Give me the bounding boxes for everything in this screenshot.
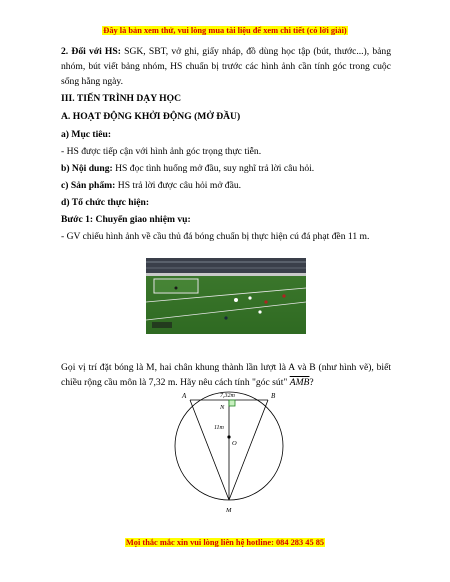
point-m-label: M bbox=[226, 507, 232, 514]
lesson-content bbox=[61, 44, 391, 244]
organization-label: d) Tổ chức thực hiện: bbox=[61, 197, 150, 208]
point-b-label: B bbox=[271, 392, 276, 400]
goal-text: - HS được tiếp cận với hình ảnh góc trọng thực tiễn. bbox=[61, 146, 262, 157]
bottom-banner: Mọi thắc mắc xin vui lòng liên hệ hotline: 084 283 45 85 bbox=[125, 538, 325, 547]
content-label: b) Nội dung: bbox=[61, 163, 113, 174]
materials-label: 2. Đối với HS: bbox=[61, 46, 121, 57]
content-text: HS đọc tình huống mở đầu, suy nghĩ trả lời câu hỏi. bbox=[112, 163, 315, 174]
goal-label: a) Mục tiêu: bbox=[61, 129, 112, 140]
question-end: ? bbox=[309, 376, 314, 388]
geometry-diagram bbox=[170, 388, 288, 516]
question-angle: $\overline{AMB}$ bbox=[289, 376, 310, 388]
content-item bbox=[61, 161, 391, 176]
geometry-diagram-svg bbox=[170, 388, 288, 516]
product-text: HS trả lời được câu hỏi mở đầu. bbox=[115, 180, 242, 191]
question-text: Gọi vị trí đặt bóng là M, hai chân khung thành lần lượt là A và B (như hình vẽ), biết chiều rộng cầu môn là 7,32 m. Hãy nêu cách tính "góc sút" bbox=[61, 361, 391, 388]
height-label: 11m bbox=[214, 425, 224, 431]
product-label: c) Sản phẩm: bbox=[61, 180, 116, 191]
question-paragraph bbox=[61, 360, 391, 390]
top-banner: Đây là bản xem thử, vui lòng mua tài liệu để xem chi tiết (có lời giải) bbox=[103, 26, 347, 35]
step1-label: Bước 1: Chuyển giao nhiệm vụ: bbox=[61, 214, 191, 225]
penalty-kick-photo-svg bbox=[146, 258, 306, 334]
materials-paragraph bbox=[61, 44, 391, 89]
point-n-label: N bbox=[220, 404, 225, 411]
activity-title: A. HOẠT ĐỘNG KHỞI ĐỘNG (MỞ ĐẦU) bbox=[61, 111, 241, 122]
materials-text: SGK, SBT, vở ghi, giấy nháp, đồ dùng học tập (bút, thước...), bảng nhóm, bút viết bảng nhóm, HS chuẩn bị trước các hình ảnh cần tính góc trong cuộc sống hằng ngày. bbox=[61, 46, 391, 87]
penalty-kick-photo bbox=[146, 258, 306, 334]
section-title: III. TIẾN TRÌNH DẠY HỌC bbox=[61, 93, 182, 104]
width-label: 7,32m bbox=[220, 393, 235, 399]
point-a-label: A bbox=[182, 392, 187, 400]
step1-text: - GV chiếu hình ảnh về cầu thủ đá bóng chuẩn bị thực hiện cú đá phạt đền 11 m. bbox=[61, 231, 370, 242]
point-o-label: O bbox=[232, 440, 237, 447]
product-item bbox=[61, 178, 391, 193]
